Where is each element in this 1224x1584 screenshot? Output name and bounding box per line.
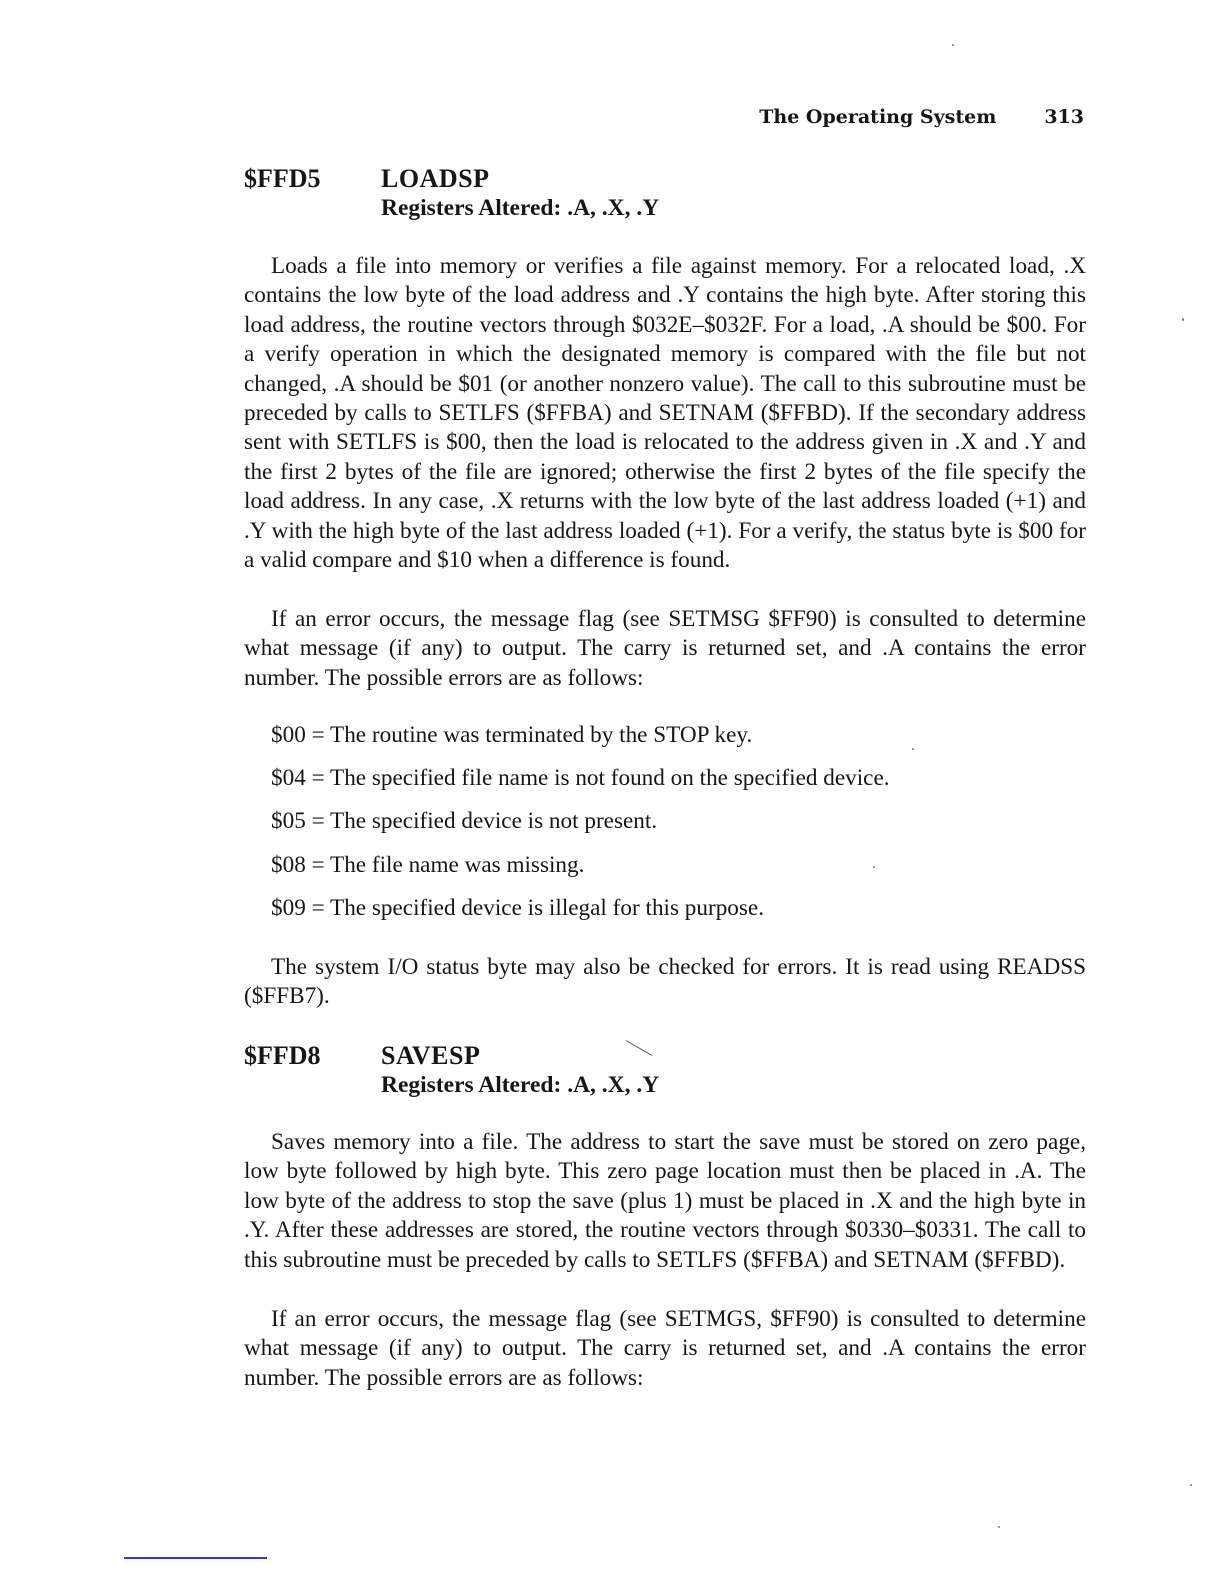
loadsp-error-intro-paragraph: If an error occurs, the message flag (see SETMSG $FF90) is consulted to determine what message (if any) to output. The carry is returned set, and .A contains the error number. The possible errors are as follows: [244,606,1086,691]
entry-registers-altered: Registers Altered: .A, .X, .Y [381,1072,660,1098]
error-list-item: $09 = The specified device is illegal for this purpose. [271,894,765,921]
scan-speck [873,866,875,868]
savesp-description-paragraph: Saves memory into a file. The address to start the save must be stored on zero page, low byte followed by high byte. This zero page location must then be placed in .A. The low byte of the address to stop the save (plus 1) must be placed in .X and the high byte in .Y. After these addresses are stored, the routine vectors through $0330–$0331. The call to this subroutine must be preceded by calls to SETLFS ($FFBA) and SETNAM ($FFBD). [244,1129,1086,1273]
error-list-item: $08 = The file name was missing. [271,851,585,878]
entry-address: $FFD5 [244,164,321,193]
savesp-error-intro-paragraph: If an error occurs, the message flag (see SETMGS, $FF90) is consulted to determine what message (if any) to output. The carry is returned set, and .A contains the error number. The possible errors are as follows: [244,1306,1086,1391]
entry-routine-name: SAVESP [381,1041,481,1070]
scan-speck [1190,1484,1192,1486]
scan-speck [912,748,914,750]
loadsp-closing-paragraph: The system I/O status byte may also be checked for errors. It is read using READSS ($FFB7). [244,954,1086,1010]
loadsp-description-paragraph: Loads a file into memory or verifies a file against memory. For a relocated load, .X contains the low byte of the load address and .Y contains the high byte. After storing this load address, the routine vectors through $032E–$032F. For a load, .A should be $00. For a verify operation in which the designated memory is compared with the file but not changed, .A should be $01 (or another nonzero value). The call to this subroutine must be preceded by calls to SETLFS ($FFBA) and SETNAM ($FFBD). If the secondary address sent with SETLFS is $00, then the load is relocated to the address given in .X and .Y and the first 2 bytes of the file are ignored; otherwise the first 2 bytes of the file specify the load address. In any case, .X returns with the low byte of the last address loaded (+1) and .Y with the high byte of the last address loaded (+1). For a verify, the status byte is $00 for a valid compare and $10 when a difference is found. [244,253,1086,574]
running-head [600,106,1084,136]
error-list-item: $00 = The routine was terminated by the STOP key. [271,722,753,748]
error-list-item: $04 = The specified file name is not found on the specified device. [271,765,890,792]
running-head-title: The Operating System [759,106,997,128]
error-list-item: $05 = The specified device is not present. [271,808,658,835]
page-number: 313 [1044,106,1084,128]
scan-speck [952,44,954,46]
loadsp-error-list [271,720,1071,936]
entry-registers-altered: Registers Altered: .A, .X, .Y [381,195,660,221]
scan-speck [1182,318,1184,321]
scan-mark [626,1040,652,1056]
footer-rule [124,1557,267,1559]
entry-routine-name: LOADSP [381,164,490,193]
scan-speck [998,1526,1000,1528]
entry-address: $FFD8 [244,1041,321,1070]
